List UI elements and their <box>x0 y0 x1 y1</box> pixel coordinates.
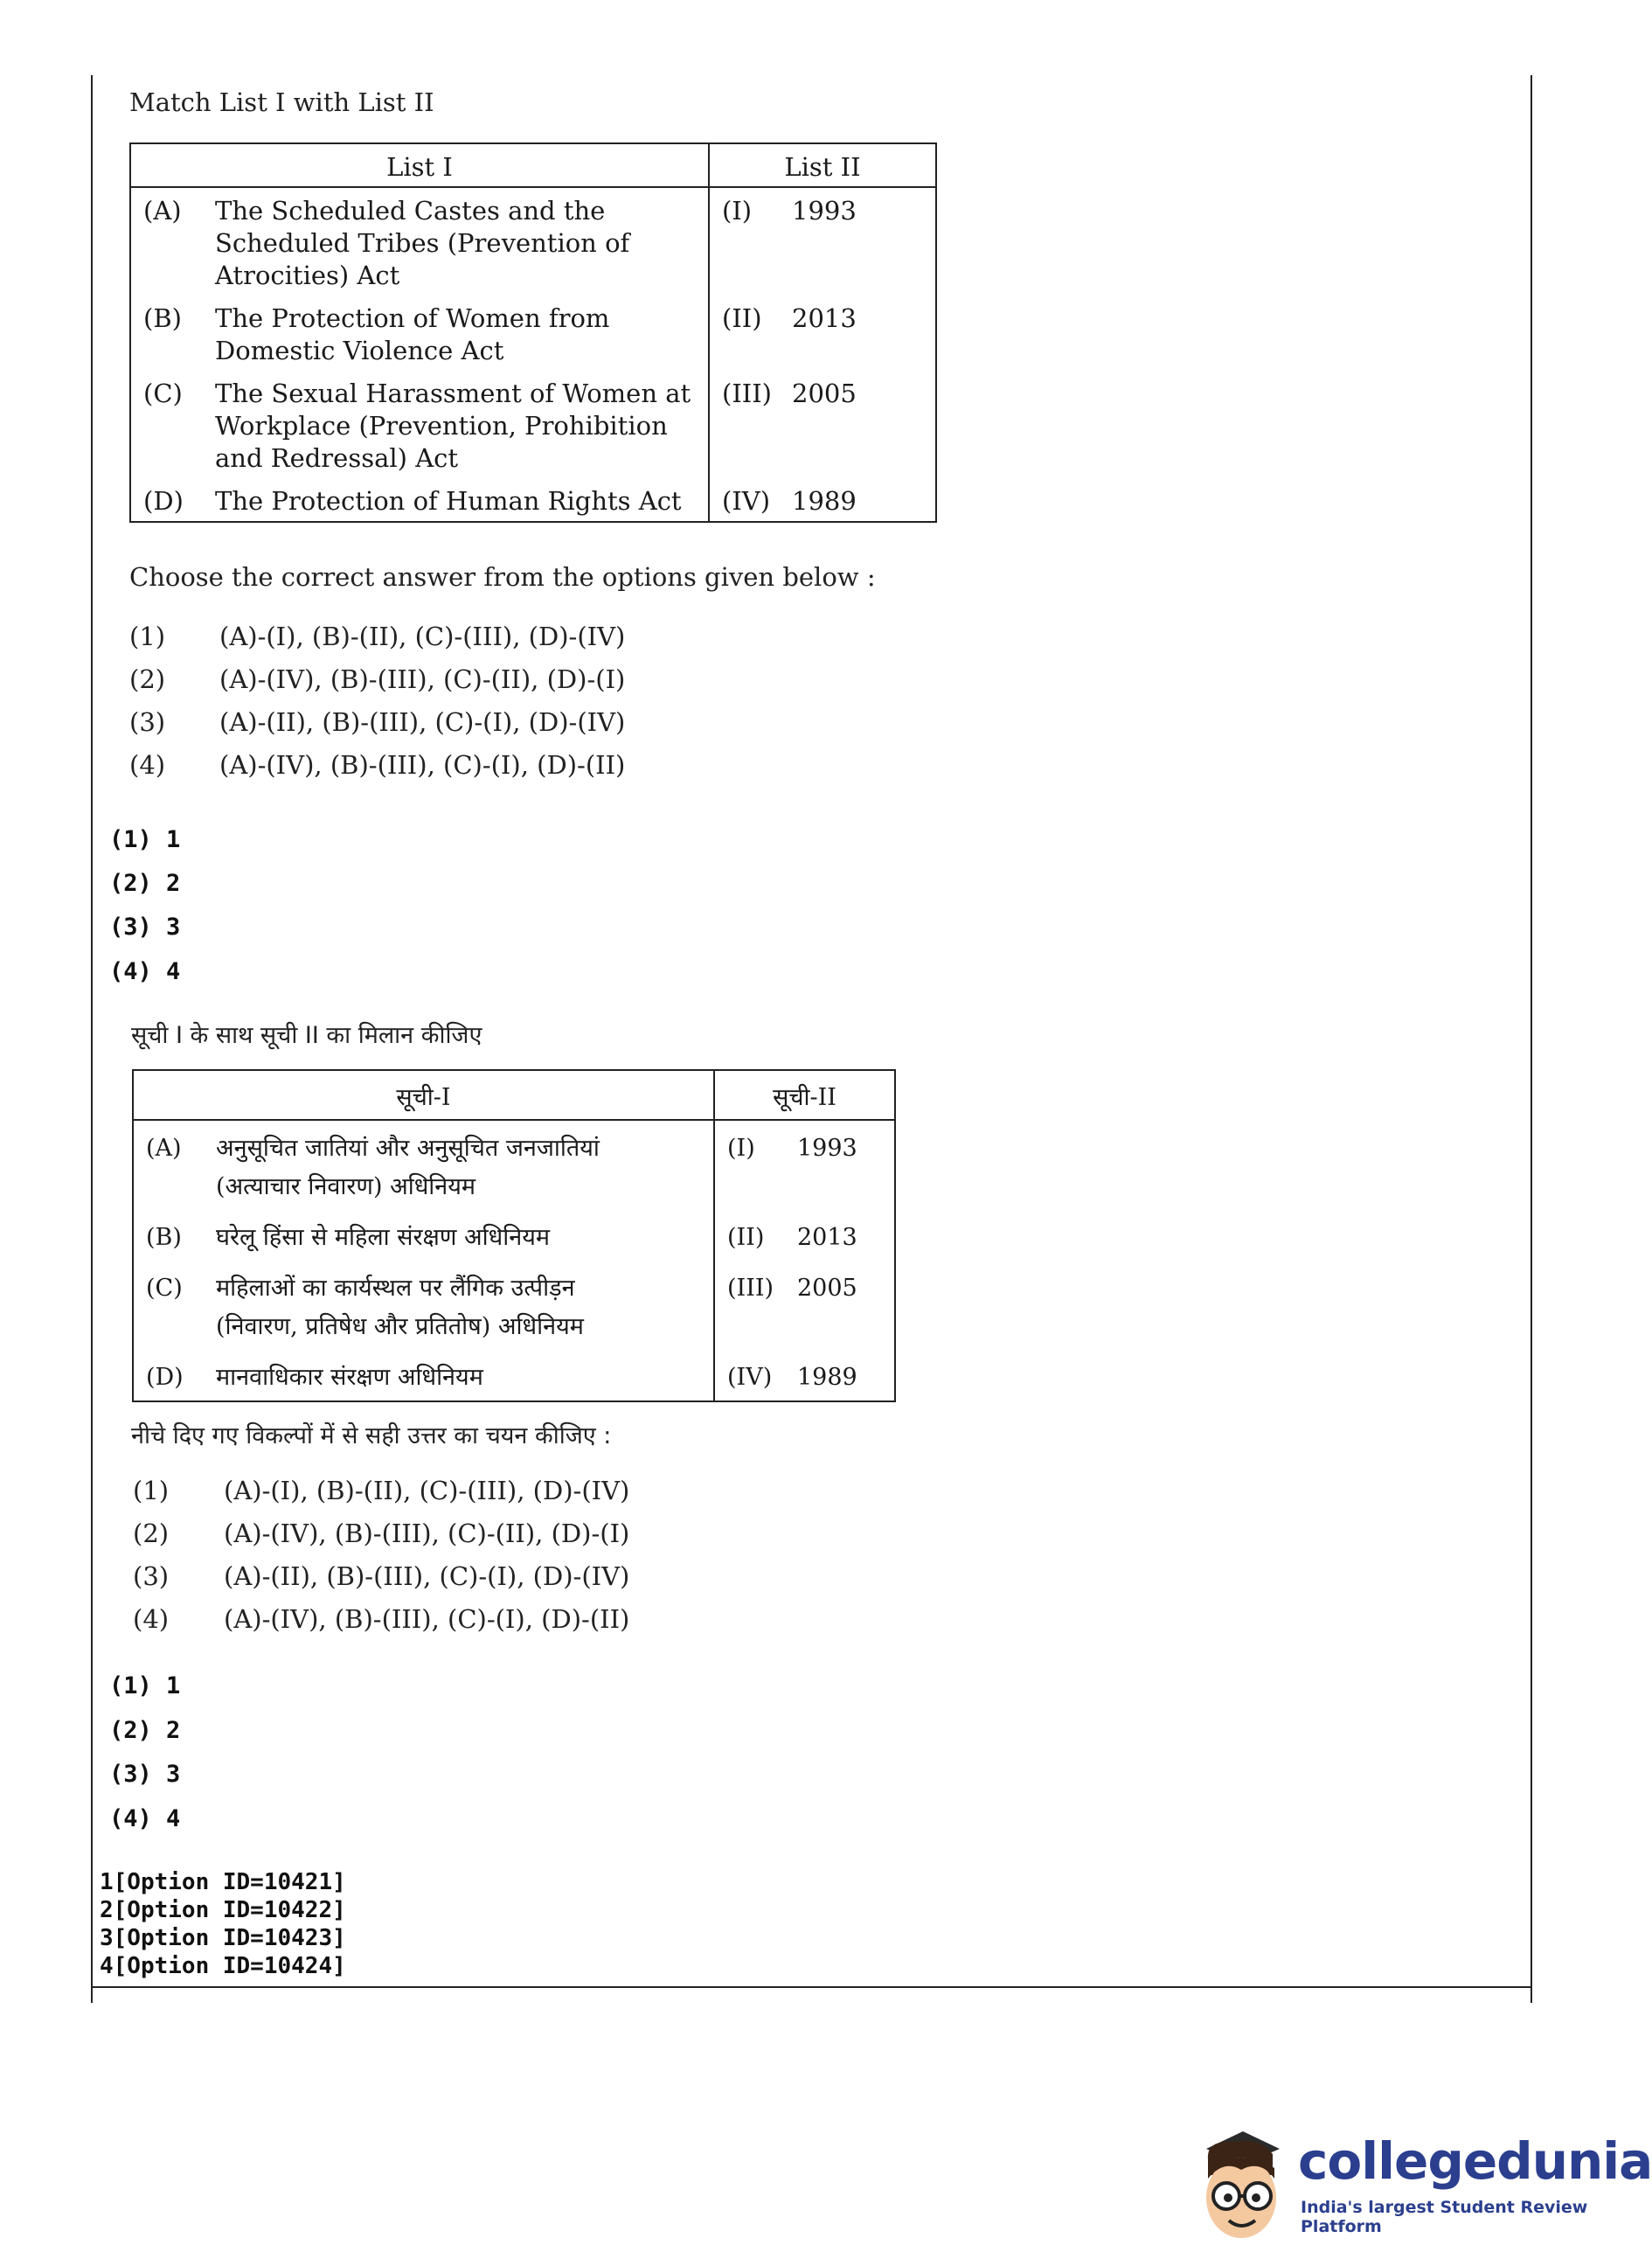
item-roman: (III) <box>727 1275 774 1302</box>
list1-header: सूची-I <box>133 1070 714 1120</box>
list2-item <box>727 1219 894 1269</box>
list2-header: List II <box>709 143 936 187</box>
collegedunia-logo <box>1189 2124 1652 2252</box>
answer-choice[interactable]: (4) 4 <box>109 1805 181 1832</box>
option-id-list <box>100 1868 346 1980</box>
list1-item <box>143 485 708 518</box>
list2-item <box>722 378 935 485</box>
item-year: 2013 <box>792 303 857 333</box>
list1-item <box>146 1359 713 1397</box>
item-roman: (II) <box>727 1224 765 1251</box>
list1-header: List I <box>130 143 709 187</box>
list2-item <box>722 195 935 302</box>
list1-cell <box>133 1120 714 1401</box>
option-number: (3) <box>133 1561 170 1591</box>
option-number: (2) <box>133 1519 170 1548</box>
option-text: (A)-(IV), (B)-(III), (C)-(II), (D)-(I) <box>224 1519 630 1548</box>
answer-choice[interactable]: (3) 3 <box>109 914 181 941</box>
answer-choice[interactable]: (2) 2 <box>109 1717 181 1744</box>
option-text: (A)-(II), (B)-(III), (C)-(I), (D)-(IV) <box>224 1561 630 1591</box>
option-number: (4) <box>133 1604 170 1634</box>
item-year: 2005 <box>797 1275 857 1302</box>
item-label: (C) <box>143 379 183 408</box>
option-number: (3) <box>129 707 166 737</box>
item-text: मानवाधिकार संरक्षण अधिनियम <box>216 1364 483 1391</box>
page-frame-bottom <box>91 1986 1532 1988</box>
item-year: 1989 <box>792 486 857 516</box>
answer-choice[interactable]: (3) 3 <box>109 1761 181 1788</box>
item-text: अनुसूचित जातियां और अनुसूचित जनजातियां (अत्याचार निवारण) अधिनियम <box>216 1135 600 1200</box>
item-roman: (III) <box>722 379 772 408</box>
list2-item <box>722 485 935 518</box>
list1-cell <box>130 187 709 522</box>
item-roman: (I) <box>727 1135 755 1162</box>
option-text: (A)-(I), (B)-(II), (C)-(III), (D)-(IV) <box>219 622 626 651</box>
match-table-english <box>129 142 937 523</box>
item-year: 2013 <box>797 1224 857 1251</box>
item-label: (D) <box>143 486 184 516</box>
list1-item <box>146 1219 713 1257</box>
item-text: The Protection of Women from Domestic Violence Act <box>215 303 610 365</box>
instruction-english: Choose the correct answer from the options given below : <box>129 562 876 592</box>
item-year: 2005 <box>792 379 857 408</box>
list1-item <box>146 1129 713 1206</box>
answer-choice[interactable]: (1) 1 <box>109 1672 181 1699</box>
list1-item <box>143 378 708 475</box>
answer-choice[interactable]: (1) 1 <box>109 826 181 853</box>
instruction-hindi: नीचे दिए गए विकल्पों में से सही उत्तर का चयन कीजिए : <box>131 1422 612 1449</box>
list1-item <box>143 195 708 292</box>
item-year: 1993 <box>797 1135 857 1162</box>
item-label: (B) <box>143 303 182 333</box>
item-roman: (IV) <box>722 486 771 516</box>
option-text: (A)-(I), (B)-(II), (C)-(III), (D)-(IV) <box>224 1476 630 1505</box>
item-text: The Protection of Human Rights Act <box>215 486 682 516</box>
answer-choice[interactable]: (2) 2 <box>109 870 181 897</box>
match-table-hindi <box>132 1069 896 1402</box>
list2-header: सूची-II <box>714 1070 895 1120</box>
option-number: (1) <box>129 622 166 651</box>
list2-cell <box>709 187 936 522</box>
answer-choice[interactable]: (4) 4 <box>109 958 181 985</box>
item-year: 1989 <box>797 1364 857 1391</box>
brand-name: collegedunia <box>1298 2131 1652 2191</box>
option-id: 4[Option ID=10424] <box>100 1953 346 1979</box>
question-english: Match List I with List II <box>129 87 434 117</box>
item-year: 1993 <box>792 196 857 226</box>
item-text: घरेलू हिंसा से महिला संरक्षण अधिनियम <box>216 1224 551 1251</box>
item-label: (A) <box>143 196 182 226</box>
option-number: (1) <box>133 1476 170 1505</box>
item-roman: (IV) <box>727 1364 773 1391</box>
page-frame-right <box>1531 75 1532 2003</box>
brand-tagline: India's largest Student Review Platform <box>1301 2198 1588 2236</box>
item-roman: (I) <box>722 196 753 226</box>
option-id: 1[Option ID=10421] <box>100 1869 346 1895</box>
list2-item <box>727 1269 894 1359</box>
item-label: (D) <box>146 1364 184 1391</box>
item-label: (B) <box>146 1224 182 1251</box>
item-label: (A) <box>146 1135 182 1162</box>
option-number: (2) <box>129 664 166 694</box>
list2-item <box>727 1129 894 1219</box>
list2-cell <box>714 1120 895 1401</box>
item-text: The Sexual Harassment of Women at Workplace (Prevention, Prohibition and Redressal) Act <box>215 379 691 473</box>
mascot-icon <box>1189 2124 1292 2252</box>
option-text: (A)-(IV), (B)-(III), (C)-(I), (D)-(II) <box>224 1604 630 1634</box>
list1-item <box>143 302 708 367</box>
list2-item <box>722 302 935 378</box>
item-roman: (II) <box>722 303 762 333</box>
page-frame-left <box>91 75 93 2003</box>
list1-item <box>146 1269 713 1346</box>
item-label: (C) <box>146 1275 183 1302</box>
option-text: (A)-(II), (B)-(III), (C)-(I), (D)-(IV) <box>219 707 626 737</box>
item-text: The Scheduled Castes and the Scheduled Tribes (Prevention of Atrocities) Act <box>215 196 630 290</box>
item-text: महिलाओं का कार्यस्थल पर लैंगिक उत्पीड़न (निवारण, प्रतिषेध और प्रतितोष) अधिनियम <box>216 1275 584 1340</box>
option-text: (A)-(IV), (B)-(III), (C)-(I), (D)-(II) <box>219 750 626 780</box>
option-id: 2[Option ID=10422] <box>100 1897 346 1923</box>
option-number: (4) <box>129 750 166 780</box>
question-hindi: सूची I के साथ सूची II का मिलान कीजिए <box>131 1022 482 1049</box>
option-text: (A)-(IV), (B)-(III), (C)-(II), (D)-(I) <box>219 664 626 694</box>
option-id: 3[Option ID=10423] <box>100 1925 346 1951</box>
list2-item <box>727 1359 894 1397</box>
